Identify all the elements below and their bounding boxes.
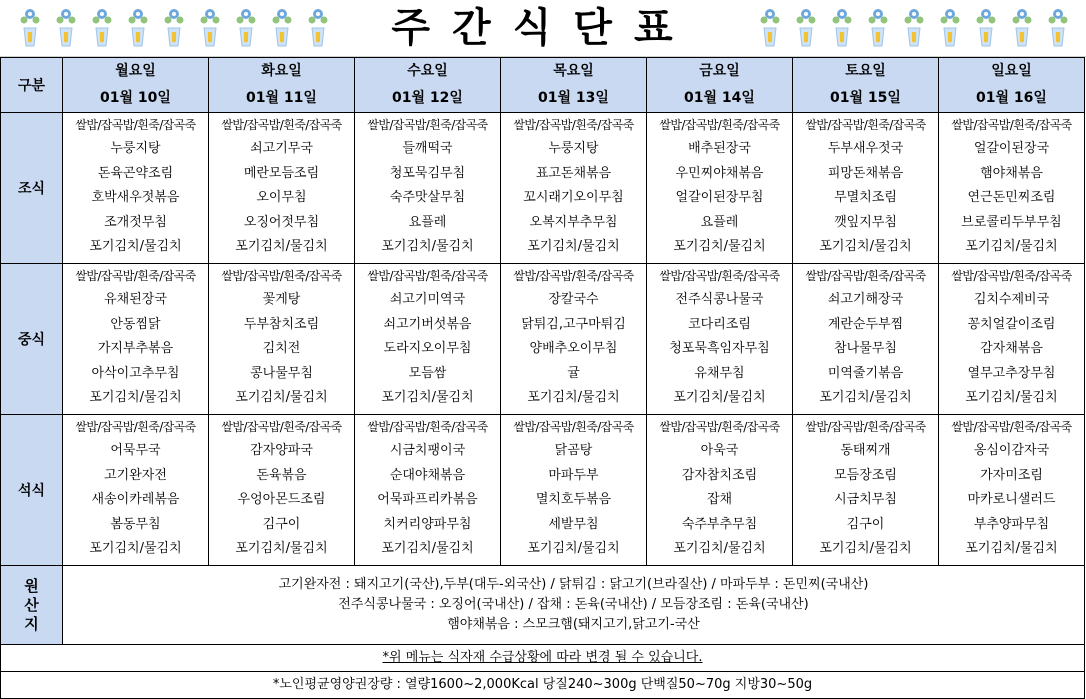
menu-cell [793,264,939,415]
day-name: 금요일 [699,63,740,79]
menu-item: 쌀밥/잡곡밥/흰죽/잡곡죽 [75,118,196,132]
menu-item: 햄야채볶음 [980,165,1043,181]
menu-item: 포기김치/물김치 [819,390,912,405]
menu-item: 시금치무침 [834,492,897,507]
origin-label-char: 산 [24,595,39,614]
menu-item: 감자양파국 [250,443,313,458]
menu-item: 쌀밥/잡곡밥/흰죽/잡곡죽 [367,420,488,434]
menu-item: 모듬장조림 [834,467,897,483]
menu-item: 깻잎지무침 [834,214,897,230]
menu-item: 숙주맛살무침 [389,190,466,205]
menu-item: 무멸치조림 [834,190,897,205]
menu-item: 돈육곤약조림 [97,165,174,181]
menu-item: 조개젓무침 [104,214,167,230]
menu-item: 요플레 [408,214,447,230]
menu-item: 쌀밥/잡곡밥/흰죽/잡곡죽 [75,420,196,434]
menu-item: 포기김치/물김치 [381,239,474,254]
day-name: 토요일 [845,63,886,79]
menu-item: 유채무침 [694,365,745,381]
menu-item: 감자채볶음 [980,341,1043,356]
menu-item: 누룽지탕 [548,141,599,156]
meal-row [1,113,1085,264]
menu-item: 얼갈이된장무침 [675,190,764,205]
menu-item: 김구이 [262,516,301,532]
menu-item: 쌀밥/잡곡밥/흰죽/잡곡죽 [951,269,1072,283]
menu-item: 청포묵흑임자무침 [669,341,770,356]
menu-item: 포기김치/물김치 [527,541,620,556]
meal-label: 중식 [1,264,63,415]
nutrition-row [1,672,1085,699]
menu-item: 유채된장국 [104,292,167,307]
origin-row [1,566,1085,645]
menu-cell [355,415,501,566]
origin-line: 전주식콩나물국 : 오징어(국내산) / 잡채 : 돈육(국내산) / 모듬장조림 : 돈육(국내산) [338,597,809,612]
menu-item: 쌀밥/잡곡밥/흰죽/잡곡죽 [513,118,634,132]
day-name: 목요일 [553,63,594,79]
menu-item: 전주식콩나물국 [675,292,764,307]
menu-item: 부추양파무침 [973,516,1050,532]
menu-item: 쌀밥/잡곡밥/흰죽/잡곡죽 [659,420,780,434]
menu-item: 연근돈민찌조림 [967,190,1056,205]
menu-item: 쌀밥/잡곡밥/흰죽/잡곡죽 [221,118,342,132]
menu-item: 치커리양파무침 [383,516,472,532]
menu-item: 들깨떡국 [402,141,453,156]
menu-cell [647,113,793,264]
menu-item: 포기김치/물김치 [381,541,474,556]
menu-cell [501,415,647,566]
menu-cell [939,113,1085,264]
menu-item: 쌀밥/잡곡밥/흰죽/잡곡죽 [805,269,926,283]
menu-item: 계란순두부찜 [827,316,904,332]
menu-item: 꽃게탕 [262,292,301,307]
day-header [355,58,501,113]
menu-item: 배추된장국 [688,141,751,156]
menu-item: 멸치호두볶음 [535,492,612,507]
menu-item: 안동찜닭 [110,316,161,332]
menu-item: 쌀밥/잡곡밥/흰죽/잡곡죽 [221,269,342,283]
menu-cell [501,264,647,415]
menu-item: 새송이카레볶음 [91,492,180,507]
menu-item: 두부새우젓국 [827,141,904,156]
menu-cell [209,113,355,264]
menu-item: 포기김치/물김치 [965,541,1058,556]
menu-item: 순대야채볶음 [389,467,466,483]
menu-item: 쌀밥/잡곡밥/흰죽/잡곡죽 [951,118,1072,132]
category-header: 구분 [1,58,63,113]
menu-item: 김치전 [262,341,301,356]
menu-item: 김치수제비국 [973,292,1050,307]
menu-cell [63,113,209,264]
menu-item: 김구이 [846,516,885,532]
menu-item: 청포묵김무침 [389,165,466,181]
menu-item: 얼갈이된장국 [973,141,1050,156]
menu-cell [63,415,209,566]
title-banner [0,0,1086,57]
menu-item: 표고돈채볶음 [535,165,612,181]
menu-item: 포기김치/물김치 [673,239,766,254]
menu-item: 모듬쌈 [408,365,447,381]
menu-item: 포기김치/물김치 [381,390,474,405]
menu-item: 두부참치조림 [243,316,320,332]
menu-item: 포기김치/물김치 [819,541,912,556]
menu-item: 쌀밥/잡곡밥/흰죽/잡곡죽 [951,420,1072,434]
menu-item: 코다리조림 [688,316,751,332]
origin-label [1,566,63,645]
day-date: 01월 12일 [392,90,463,106]
weekly-menu-table [0,57,1085,699]
menu-item: 메란모듬조림 [243,165,320,181]
day-date: 01월 13일 [538,90,609,106]
menu-cell [209,264,355,415]
menu-item: 세발무침 [548,516,599,532]
menu-item: 포기김치/물김치 [235,390,328,405]
menu-item: 미역줄기볶음 [827,365,904,381]
menu-item: 어묵파프리카볶음 [377,492,478,507]
menu-item: 쇠고기미역국 [389,292,466,307]
menu-item: 열무고추장무침 [967,365,1056,381]
day-header-row [1,58,1085,113]
origin-label-char: 지 [24,614,39,633]
menu-item: 쌀밥/잡곡밥/흰죽/잡곡죽 [221,420,342,434]
menu-item: 포기김치/물김치 [235,541,328,556]
menu-item: 옹심이감자국 [973,443,1050,458]
menu-item: 쌀밥/잡곡밥/흰죽/잡곡죽 [367,269,488,283]
page-title: 주간식단표 [391,5,695,51]
menu-item: 포기김치/물김치 [965,239,1058,254]
menu-item: 쌀밥/잡곡밥/흰죽/잡곡죽 [75,269,196,283]
day-name: 수요일 [407,63,448,79]
menu-item: 포기김치/물김치 [89,239,182,254]
menu-cell [793,415,939,566]
menu-item: 아삭이고추무침 [91,365,180,381]
menu-item: 포기김치/물김치 [673,541,766,556]
menu-item: 쌀밥/잡곡밥/흰죽/잡곡죽 [659,269,780,283]
day-header [209,58,355,113]
change-notice: *위 메뉴는 식자재 수급상황에 따라 변경 될 수 있습니다. [1,645,1085,672]
menu-item: 오징어젓무침 [243,214,320,230]
day-date: 01월 11일 [246,90,317,106]
menu-item: 닭튀김,고구마튀김 [521,316,626,332]
menu-item: 콩나물무침 [250,365,313,381]
day-name: 화요일 [261,63,302,79]
menu-cell [209,415,355,566]
menu-item: 잡채 [706,492,733,507]
menu-item: 마카로니샐러드 [967,492,1056,507]
menu-item: 포기김치/물김치 [673,390,766,405]
notice-row [1,645,1085,672]
menu-item: 쇠고기버섯볶음 [383,316,472,332]
menu-item: 쌀밥/잡곡밥/흰죽/잡곡죽 [367,118,488,132]
menu-item: 요플레 [700,214,739,230]
menu-item: 마파두부 [548,467,599,483]
menu-item: 쌀밥/잡곡밥/흰죽/잡곡죽 [805,420,926,434]
menu-item: 숙주부추무침 [681,516,758,532]
menu-item: 포기김치/물김치 [89,541,182,556]
day-name: 월요일 [115,63,156,79]
menu-item: 쌀밥/잡곡밥/흰죽/잡곡죽 [805,118,926,132]
meal-label: 석식 [1,415,63,566]
menu-item: 우민찌야채볶음 [675,165,764,181]
menu-item: 귤 [567,365,580,381]
menu-item: 양배추오이무침 [529,341,618,356]
menu-item: 포기김치/물김치 [89,390,182,405]
menu-item: 가지부추볶음 [97,341,174,356]
menu-item: 포기김치/물김치 [965,390,1058,405]
menu-cell [647,264,793,415]
day-date: 01월 15일 [830,90,901,106]
menu-cell [939,415,1085,566]
menu-item: 고기완자전 [104,467,167,483]
menu-item: 우엉아몬드조림 [237,492,326,507]
meal-label: 조식 [1,113,63,264]
nutrition-note: *노인평균영양권장량 : 열량1600~2,000Kcal 당질240~300g 단백질50~70g 지방30~50g [1,672,1085,699]
menu-cell [647,415,793,566]
menu-cell [355,113,501,264]
menu-item: 가자미조림 [980,467,1043,483]
day-date: 01월 10일 [100,90,171,106]
day-header [647,58,793,113]
menu-item: 포기김치/물김치 [235,239,328,254]
origin-line: 고기완자전 : 돼지고기(국산),두부(대두-외국산) / 닭튀김 : 닭고기(브라질산) / 마파두부 : 돈민찌(국내산) [278,577,869,592]
meal-row [1,264,1085,415]
menu-item: 참나물무침 [834,341,897,356]
day-header [501,58,647,113]
menu-item: 누룽지탕 [110,141,161,156]
menu-item: 닭곰탕 [554,443,593,458]
day-header [63,58,209,113]
menu-item: 호박새우젓볶음 [91,190,180,205]
menu-cell [939,264,1085,415]
menu-item: 포기김치/물김치 [527,390,620,405]
menu-item: 쌀밥/잡곡밥/흰죽/잡곡죽 [513,420,634,434]
origin-line: 햄야채볶음 : 스모크햄(돼지고기,닭고기-국산 [447,617,700,632]
menu-item: 꼬시래기오이무침 [523,190,624,205]
menu-cell [501,113,647,264]
menu-item: 포기김치/물김치 [819,239,912,254]
menu-item: 시금치팽이국 [389,443,466,458]
origin-label-char: 원 [24,576,39,595]
meal-row [1,415,1085,566]
menu-item: 꽁치얼갈이조림 [967,316,1056,332]
day-header [793,58,939,113]
menu-item: 브로콜리두부무침 [961,214,1062,230]
menu-item: 쌀밥/잡곡밥/흰죽/잡곡죽 [513,269,634,283]
menu-item: 쇠고기해장국 [827,292,904,307]
menu-cell [63,264,209,415]
menu-item: 어묵무국 [110,443,161,458]
day-name: 일요일 [991,63,1032,79]
day-header [939,58,1085,113]
menu-item: 돈육볶음 [256,467,307,483]
menu-item: 장칼국수 [548,292,599,307]
menu-item: 봄동무침 [110,516,161,532]
menu-item: 도라지오이무침 [383,341,472,356]
day-date: 01월 16일 [976,90,1047,106]
menu-cell [793,113,939,264]
menu-item: 쇠고기무국 [250,141,313,156]
day-date: 01월 14일 [684,90,755,106]
menu-item: 피망돈채볶음 [827,165,904,181]
menu-item: 포기김치/물김치 [527,239,620,254]
menu-item: 쌀밥/잡곡밥/흰죽/잡곡죽 [659,118,780,132]
menu-item: 동태찌개 [840,443,891,458]
origin-info [63,566,1085,645]
menu-item: 오이무침 [256,190,307,205]
menu-item: 감자참치조림 [681,467,758,483]
menu-item: 오복지부추무침 [529,214,618,230]
menu-cell [355,264,501,415]
menu-item: 아욱국 [700,443,739,458]
